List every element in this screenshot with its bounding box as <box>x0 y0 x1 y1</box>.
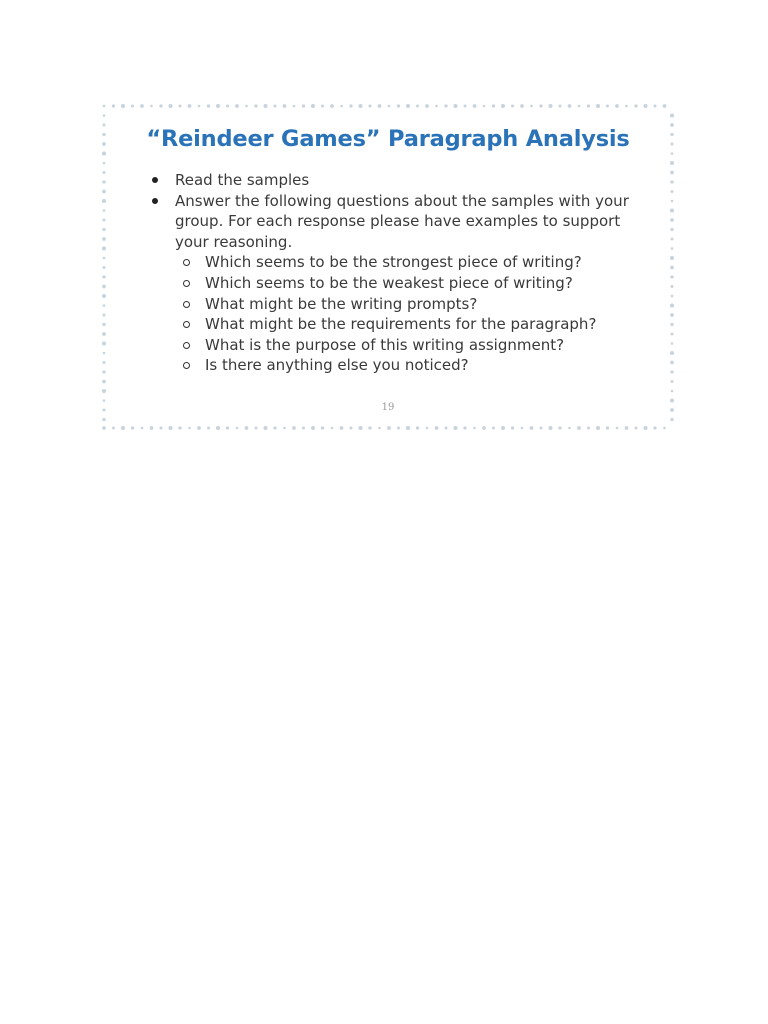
border-dot <box>102 180 105 183</box>
border-dot <box>330 104 334 108</box>
border-dot <box>349 104 352 107</box>
border-dot <box>254 104 257 107</box>
border-dot <box>670 323 673 326</box>
border-dot <box>473 104 477 108</box>
border-dot <box>207 427 210 430</box>
border-dot <box>150 105 153 108</box>
border-dot <box>207 104 210 107</box>
border-dot <box>121 104 125 108</box>
border-dot <box>102 426 106 430</box>
border-dot <box>216 426 220 430</box>
border-dot <box>625 426 629 430</box>
bullet-icon <box>152 198 158 204</box>
border-dot <box>103 114 106 117</box>
border-dot <box>416 105 419 108</box>
border-dot <box>670 275 673 278</box>
border-dot <box>102 228 105 231</box>
border-dot <box>140 104 144 108</box>
border-dot <box>311 104 315 108</box>
border-dot <box>615 104 619 108</box>
border-dot <box>483 105 486 108</box>
border-dot <box>188 104 192 108</box>
border-dot <box>255 427 258 430</box>
bullet-icon <box>152 177 158 183</box>
hollow-bullet-icon <box>183 342 190 349</box>
border-dot <box>530 105 533 108</box>
border-dot <box>103 314 106 317</box>
border-dot <box>321 105 324 108</box>
border-dot <box>273 426 276 429</box>
border-dot <box>492 427 495 430</box>
border-dot <box>321 426 324 429</box>
border-dot <box>634 104 637 107</box>
border-dot <box>606 105 609 108</box>
border-dot <box>671 333 674 336</box>
border-dot <box>378 427 381 430</box>
border-dot <box>131 426 134 429</box>
border-dot <box>388 105 391 108</box>
border-dot <box>216 104 220 108</box>
border-dot <box>102 418 105 421</box>
sub-bullet-text: Is there anything else you noticed? <box>205 356 469 375</box>
border-dot <box>102 323 105 326</box>
sub-bullet-text: What might be the writing prompts? <box>205 294 478 313</box>
border-dot <box>548 426 552 430</box>
hollow-bullet-icon <box>183 362 190 369</box>
border-dot <box>435 426 439 430</box>
border-dot <box>121 426 125 430</box>
border-dot <box>578 105 581 108</box>
border-dot <box>340 426 344 430</box>
sub-bullet-list <box>175 252 650 376</box>
border-dot <box>102 294 106 298</box>
border-dot <box>670 113 674 117</box>
border-dot <box>263 104 267 108</box>
border-dot <box>350 427 353 430</box>
border-dot <box>671 238 674 241</box>
border-dot <box>464 105 467 108</box>
border-dot <box>670 313 674 317</box>
slide <box>96 98 680 436</box>
border-dot <box>387 426 391 430</box>
border-dot <box>102 341 106 345</box>
border-dot <box>168 104 172 108</box>
border-dot <box>521 427 524 430</box>
border-dot <box>368 426 371 429</box>
border-dot <box>670 370 673 373</box>
border-dot <box>103 219 106 222</box>
border-dot <box>643 426 647 430</box>
border-dot <box>670 208 674 212</box>
hollow-bullet-icon <box>183 280 190 287</box>
border-dot <box>596 426 600 430</box>
border-dot <box>670 361 674 365</box>
list-item <box>175 314 650 335</box>
border-dot <box>103 352 106 355</box>
border-dot <box>102 237 106 241</box>
border-dot <box>358 426 362 430</box>
sub-bullet-text: What is the purpose of this writing assignment? <box>205 335 565 354</box>
border-dot <box>473 427 476 430</box>
border-dot <box>102 380 106 384</box>
list-item <box>175 252 650 273</box>
sub-bullet-text: Which seems to be the strongest piece of writing? <box>205 253 582 272</box>
border-dot <box>283 104 287 108</box>
list-item <box>150 191 650 376</box>
border-dot <box>670 418 673 421</box>
list-item <box>175 294 650 315</box>
border-dot <box>302 427 305 430</box>
border-dot <box>160 427 163 430</box>
border-dot <box>568 104 572 108</box>
border-dot <box>103 257 106 260</box>
border-dot <box>643 104 647 108</box>
border-dot <box>453 104 457 108</box>
border-dot <box>283 427 286 430</box>
border-dot <box>606 426 609 429</box>
border-dot <box>103 171 106 174</box>
border-dot <box>654 105 657 108</box>
border-dot <box>102 190 106 194</box>
border-dot <box>150 426 154 430</box>
border-dot <box>263 426 267 430</box>
border-dot <box>131 105 134 108</box>
border-dot <box>102 389 106 393</box>
border-dot <box>492 104 495 107</box>
border-dot <box>671 295 674 298</box>
border-dot <box>453 426 457 430</box>
border-dot <box>369 105 372 108</box>
border-dot <box>511 426 514 429</box>
border-dot <box>292 426 296 430</box>
border-dot <box>511 105 514 108</box>
list-item <box>175 335 650 356</box>
list-item <box>150 170 650 191</box>
border-dot <box>558 426 561 429</box>
border-dot <box>670 180 673 183</box>
border-dot <box>274 105 277 108</box>
border-dot <box>102 332 106 336</box>
border-dot <box>102 151 106 155</box>
border-dot <box>178 426 181 429</box>
border-dot <box>587 427 590 430</box>
border-dot <box>245 105 248 108</box>
border-dot <box>671 390 674 393</box>
border-dot <box>235 104 239 108</box>
border-dot <box>670 303 674 307</box>
border-dot <box>311 426 315 430</box>
border-dot <box>103 361 106 364</box>
border-dot <box>671 342 674 345</box>
page-number: 19 <box>381 402 395 413</box>
border-dot <box>102 199 106 203</box>
border-dot <box>340 105 343 108</box>
border-dot <box>293 105 296 108</box>
border-dot <box>670 266 674 270</box>
border-dot <box>671 200 674 203</box>
border-dot <box>559 105 562 108</box>
border-dot <box>103 304 106 307</box>
border-dot <box>616 427 619 430</box>
border-dot <box>663 104 667 108</box>
hollow-bullet-icon <box>183 301 190 308</box>
sub-bullet-text: What might be the requirements for the paragraph? <box>205 315 597 334</box>
border-dot <box>102 275 105 278</box>
border-dot <box>397 427 400 430</box>
border-dot <box>226 426 229 429</box>
list-item <box>175 273 650 294</box>
border-dot <box>141 427 144 430</box>
border-dot <box>670 256 674 260</box>
border-dot <box>463 426 466 429</box>
border-dot <box>671 190 674 193</box>
border-dot <box>188 427 191 430</box>
border-dot <box>302 104 305 107</box>
bullet-text: Read the samples <box>175 171 310 189</box>
border-dot <box>568 427 571 430</box>
border-dot <box>670 228 673 231</box>
bullet-text: Answer the following questions about the samples with your group. For each response please have examples to support your reasoning. <box>175 191 629 251</box>
border-dot <box>663 427 666 430</box>
border-dot <box>245 426 249 430</box>
border-dot <box>103 266 106 269</box>
border-dot <box>635 427 638 430</box>
border-dot <box>103 209 106 212</box>
border-dot <box>425 104 429 108</box>
border-dot <box>103 105 106 108</box>
border-dot <box>406 426 410 430</box>
border-dot <box>501 104 505 108</box>
sub-bullet-text: Which seems to be the weakest piece of writing? <box>205 273 573 292</box>
border-dot <box>103 162 106 165</box>
border-dot <box>197 426 201 430</box>
border-dot <box>331 427 334 430</box>
slide-title: “Reindeer Games” Paragraph Analysis <box>146 126 630 152</box>
border-dot <box>159 104 162 107</box>
border-dot <box>670 351 674 355</box>
border-dot <box>670 161 674 165</box>
border-dot <box>397 104 400 107</box>
hollow-bullet-icon <box>183 259 190 266</box>
border-dot <box>102 246 106 250</box>
border-dot <box>179 105 182 108</box>
border-dot <box>501 426 505 430</box>
border-dot <box>671 247 674 250</box>
border-dot <box>670 171 674 175</box>
bullet-list <box>150 170 650 376</box>
border-dot <box>577 426 581 430</box>
border-dot <box>378 104 382 108</box>
border-dot <box>112 427 115 430</box>
border-dot <box>445 427 448 430</box>
border-dot <box>539 104 542 107</box>
border-dot <box>416 426 419 429</box>
border-dot <box>596 104 600 108</box>
border-dot <box>444 104 447 107</box>
border-dot <box>168 426 172 430</box>
border-dot <box>102 370 105 373</box>
border-dot <box>236 427 239 430</box>
border-dot <box>625 105 628 108</box>
border-dot <box>520 104 524 108</box>
border-dot <box>530 426 534 430</box>
border-dot <box>587 104 590 107</box>
border-dot <box>671 152 674 155</box>
border-dot <box>670 218 674 222</box>
border-dot <box>671 285 674 288</box>
border-dot <box>671 380 674 383</box>
border-dot <box>112 104 115 107</box>
border-dot <box>426 427 429 430</box>
border-dot <box>198 105 201 108</box>
border-dot <box>102 285 106 289</box>
border-dot <box>406 104 410 108</box>
border-dot <box>358 104 362 108</box>
list-item <box>175 355 650 376</box>
border-dot <box>653 426 656 429</box>
border-dot <box>226 105 229 108</box>
border-dot <box>482 426 486 430</box>
border-dot <box>548 104 552 108</box>
border-dot <box>435 105 438 108</box>
border-dot <box>540 427 543 430</box>
hollow-bullet-icon <box>183 321 190 328</box>
